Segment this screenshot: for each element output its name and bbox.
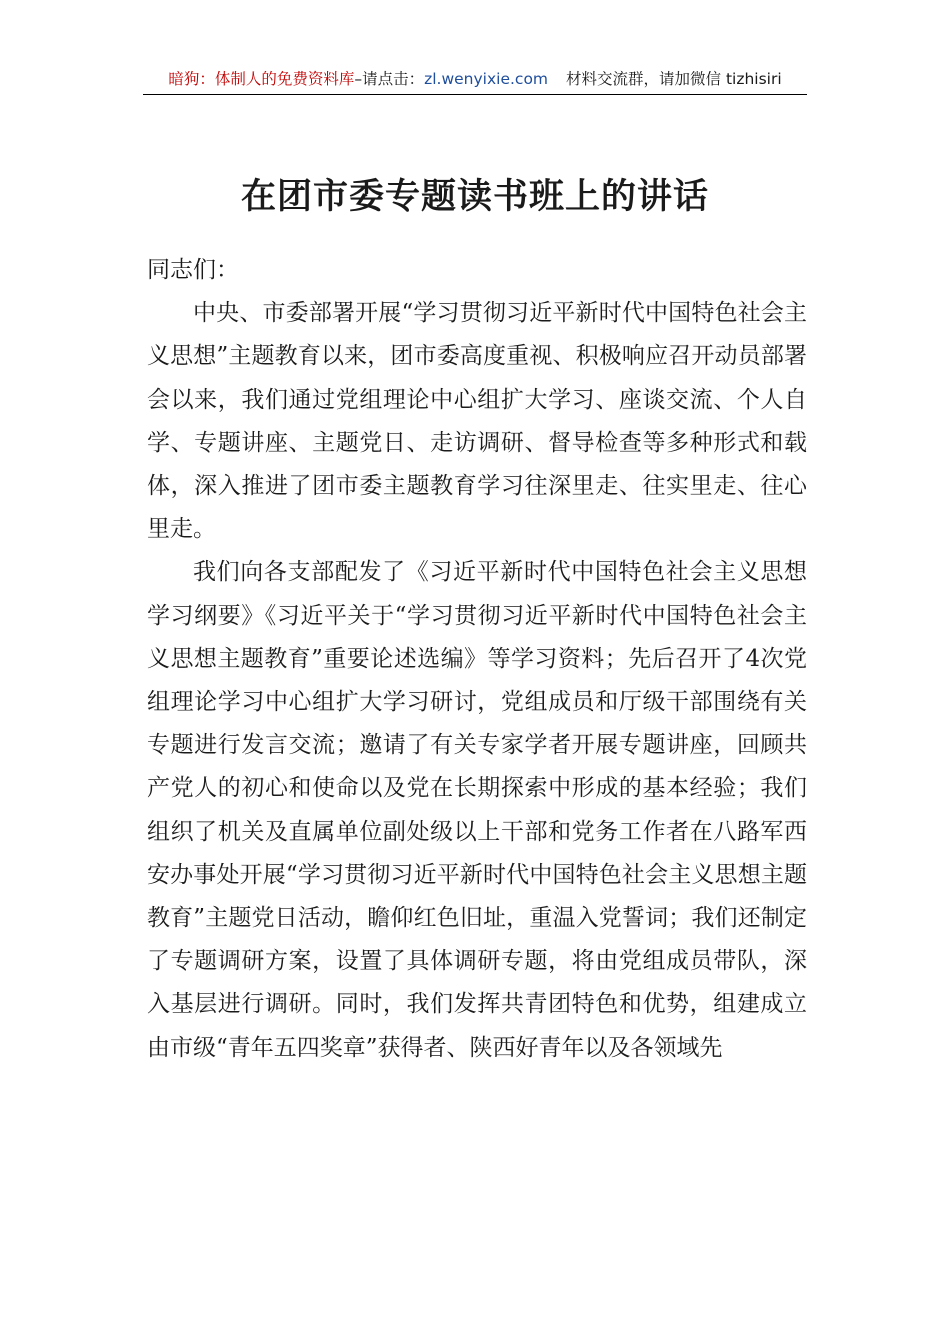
page-header — [143, 64, 807, 95]
paragraph-2: 我们向各支部配发了《习近平新时代中国特色社会主义思想学习纲要》《习近平关于“学习贯彻习近平新时代中国特色社会主义思想主题教育”重要论述选编》等学习资料；先后召开了4次党组理论学习中心组扩大学习研讨，党组成员和厅级干部围绕有关专题进行发言交流；邀请了有关专家学者开展专题讲座，回顾共产党人的初心和使命以及党在长期探索中形成的基本经验；我们组织了机关及直属单位副处级以上干部和党务工作者在八路军西安办事处开展“学习贯彻习近平新时代中国特色社会主义思想主题教育”主题党日活动，瞻仰红色旧址，重温入党誓词；我们还制定了专题调研方案，设置了具体调研专题，将由党组成员带队，深入基层进行调研。同时，我们发挥共青团特色和优势，组建成立由市级“青年五四奖章”获得者、陕西好青年以及各领域先 — [147, 559, 807, 1061]
document-body — [147, 249, 807, 1070]
header-group-note: 材料交流群，请加微信 tizhisiri — [566, 70, 782, 88]
header-url-link[interactable]: zl.wenyixie.com — [424, 70, 549, 88]
document-title: 在团市委专题读书班上的讲话 — [240, 176, 709, 217]
paragraph-1: 中央、市委部署开展“学习贯彻习近平新时代中国特色社会主义思想”主题教育以来，团市委高度重视、积极响应召开动员部署会以来，我们通过党组理论中心组扩大学习、座谈交流、个人自学、专题讲座、主题党日、走访调研、督导检查等多种形式和载体，深入推进了团市委主题教育学习往深里走、往实里走、往心里走。 — [147, 300, 807, 543]
header-site-name: 暗狗：体制人的免费资料库 — [168, 70, 355, 88]
salutation: 同志们： — [147, 257, 239, 283]
header-click-prompt: –请点击： — [354, 70, 425, 88]
